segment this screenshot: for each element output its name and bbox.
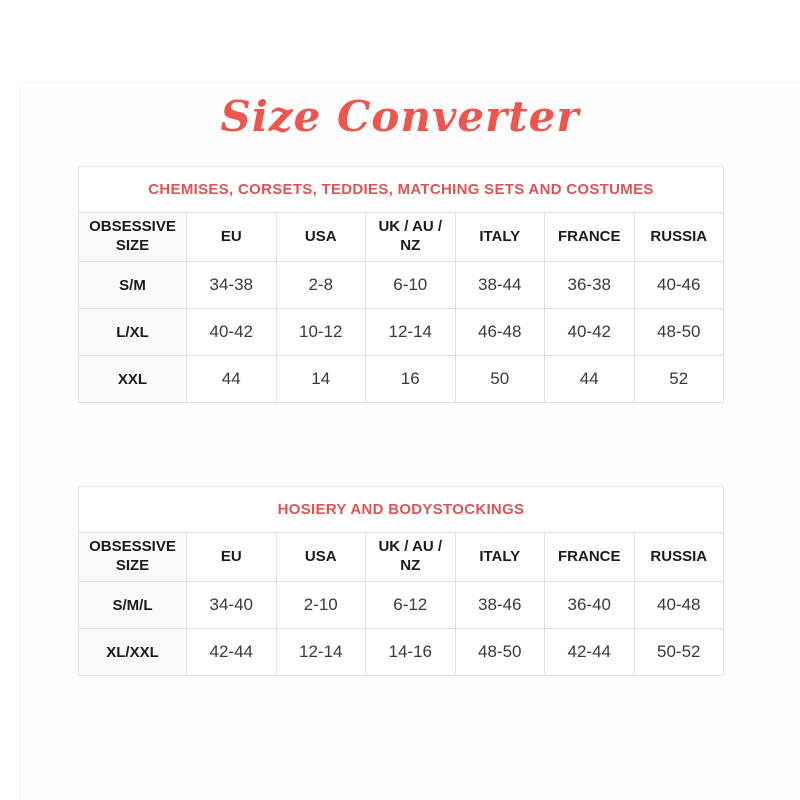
column-header: ITALY — [455, 213, 545, 262]
size-cell: 16 — [366, 356, 456, 403]
table-row — [79, 262, 724, 309]
size-cell: 44 — [187, 356, 277, 403]
size-cell: 50-52 — [634, 629, 724, 676]
size-cell: 48-50 — [634, 309, 724, 356]
table-title: HOSIERY AND BODYSTOCKINGS — [79, 487, 724, 533]
column-header: EU — [187, 533, 277, 582]
column-header: RUSSIA — [634, 533, 724, 582]
size-cell: 38-46 — [455, 582, 545, 629]
size-cell: 12-14 — [276, 629, 366, 676]
page-title: Size Converter — [220, 92, 580, 141]
column-header: FRANCE — [545, 213, 635, 262]
size-cell: 42-44 — [545, 629, 635, 676]
size-cell: 12-14 — [366, 309, 456, 356]
column-header-obsessive-size: OBSESSIVE SIZE — [79, 213, 187, 262]
size-conversion-table — [78, 166, 724, 403]
column-header: UK / AU / NZ — [366, 533, 456, 582]
table-title: CHEMISES, CORSETS, TEDDIES, MATCHING SETS AND COSTUMES — [79, 167, 724, 213]
table-body — [79, 582, 724, 676]
size-cell: 38-44 — [455, 262, 545, 309]
table-body — [79, 262, 724, 403]
size-cell: 6-12 — [366, 582, 456, 629]
table-row — [79, 629, 724, 676]
size-cell: 40-42 — [545, 309, 635, 356]
size-cell: 14 — [276, 356, 366, 403]
size-cell: 34-40 — [187, 582, 277, 629]
row-label: S/M — [79, 262, 187, 309]
row-label: S/M/L — [79, 582, 187, 629]
size-cell: 6-10 — [366, 262, 456, 309]
column-header: ITALY — [455, 533, 545, 582]
column-header: RUSSIA — [634, 213, 724, 262]
size-cell: 40-46 — [634, 262, 724, 309]
size-cell: 36-40 — [545, 582, 635, 629]
size-cell: 42-44 — [187, 629, 277, 676]
table-row — [79, 582, 724, 629]
table-row — [79, 309, 724, 356]
size-cell: 52 — [634, 356, 724, 403]
column-header: USA — [276, 213, 366, 262]
size-cell: 44 — [545, 356, 635, 403]
size-cell: 10-12 — [276, 309, 366, 356]
table-row — [79, 356, 724, 403]
size-cell: 36-38 — [545, 262, 635, 309]
size-table-chemises — [78, 166, 724, 403]
column-header-row — [79, 213, 724, 262]
row-label: L/XL — [79, 309, 187, 356]
table-title-row — [79, 487, 724, 533]
size-cell: 2-8 — [276, 262, 366, 309]
column-header: USA — [276, 533, 366, 582]
size-cell: 2-10 — [276, 582, 366, 629]
column-header: EU — [187, 213, 277, 262]
size-cell: 46-48 — [455, 309, 545, 356]
row-label: XXL — [79, 356, 187, 403]
table-title-row — [79, 167, 724, 213]
size-cell: 40-48 — [634, 582, 724, 629]
size-conversion-table — [78, 486, 724, 676]
column-header: UK / AU / NZ — [366, 213, 456, 262]
size-cell: 40-42 — [187, 309, 277, 356]
column-header-obsessive-size: OBSESSIVE SIZE — [79, 533, 187, 582]
size-cell: 50 — [455, 356, 545, 403]
size-cell: 14-16 — [366, 629, 456, 676]
column-header: FRANCE — [545, 533, 635, 582]
column-header-row — [79, 533, 724, 582]
row-label: XL/XXL — [79, 629, 187, 676]
size-cell: 34-38 — [187, 262, 277, 309]
size-table-hosiery — [78, 486, 724, 676]
size-cell: 48-50 — [455, 629, 545, 676]
